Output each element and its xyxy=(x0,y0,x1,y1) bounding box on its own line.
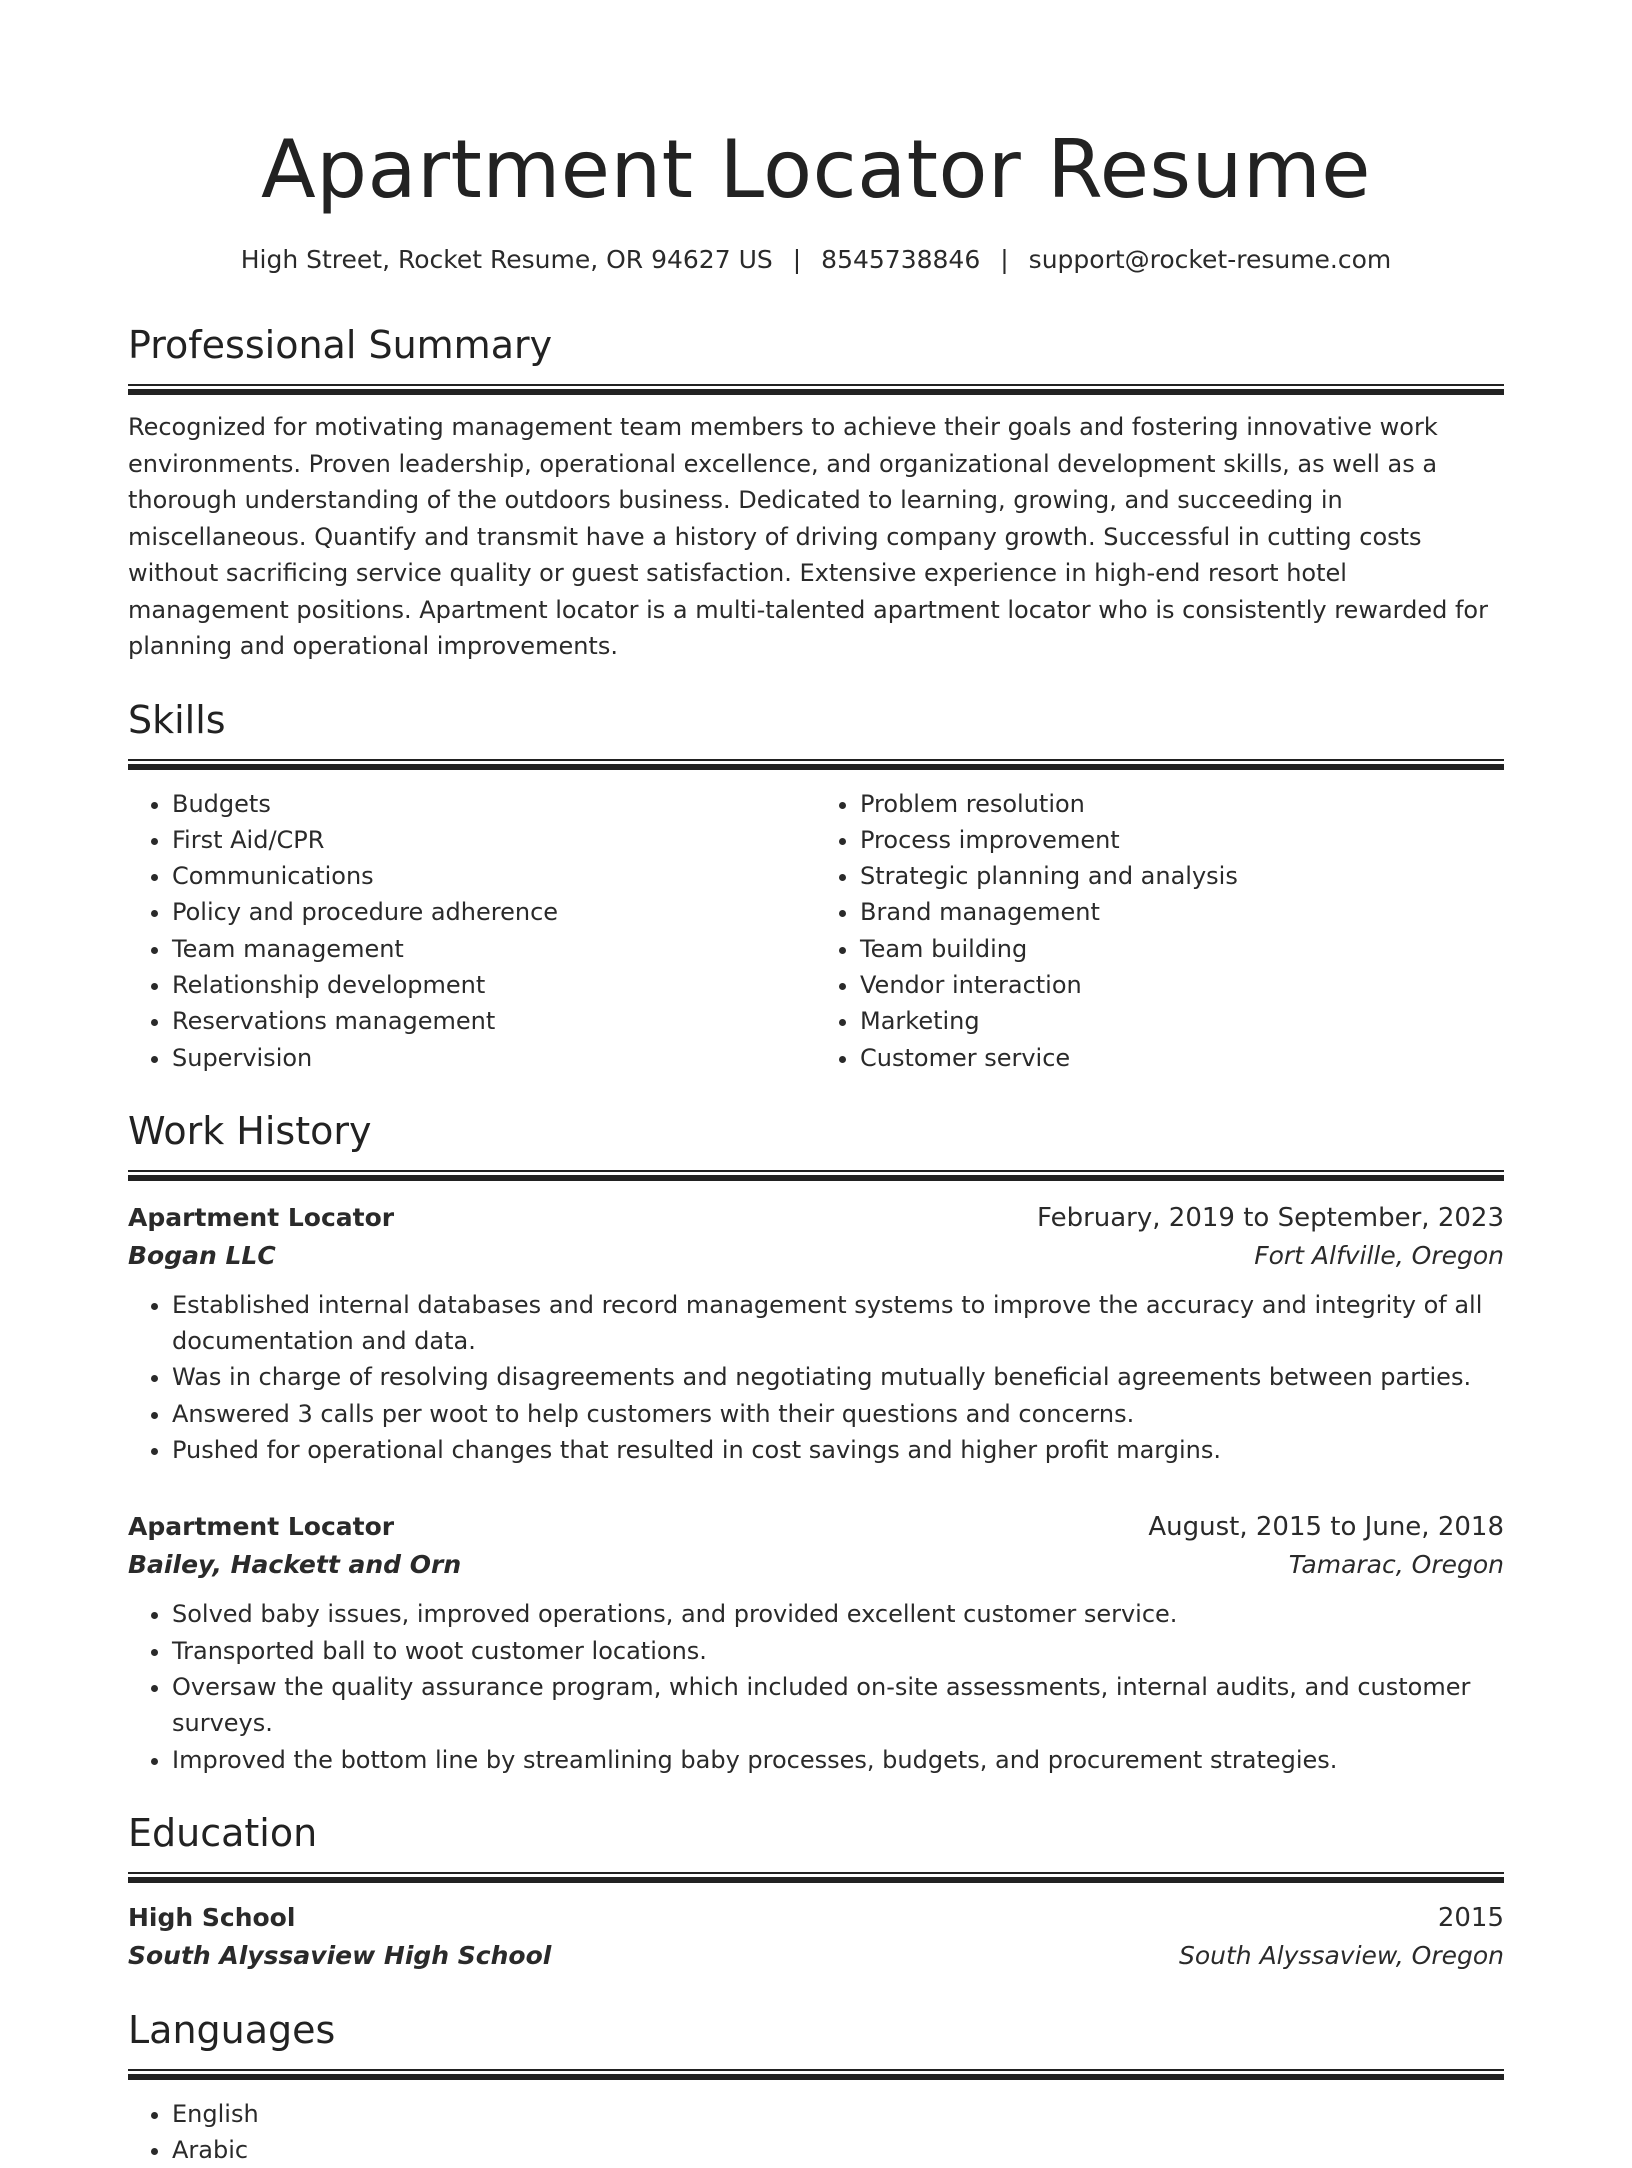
education-school: South Alyssaview High School xyxy=(128,1940,552,1970)
education-school-row xyxy=(128,1937,1504,1975)
job-company: Bailey, Hackett and Orn xyxy=(128,1550,462,1580)
skill-item: • Team management xyxy=(172,931,816,967)
job-bullets xyxy=(128,1287,1504,1468)
section-divider xyxy=(128,2069,1504,2080)
skill-item: • Supervision xyxy=(172,1040,816,1076)
section-title: Education xyxy=(128,1810,318,1855)
section-title: Languages xyxy=(128,2007,336,2052)
section-divider xyxy=(128,1872,1504,1883)
contact-phone: 8545738846 xyxy=(821,245,981,274)
job-entry xyxy=(128,1508,1504,1777)
education-location: South Alyssaview, Oregon xyxy=(1178,1940,1504,1970)
job-location: Fort Alfville, Oregon xyxy=(1254,1240,1504,1270)
contact-address: High Street, Rocket Resume, OR 94627 US xyxy=(240,245,773,274)
education-entry xyxy=(128,1899,1504,1975)
section-work-history xyxy=(128,1106,1504,1778)
section-divider xyxy=(128,384,1504,395)
skills-column-left xyxy=(128,786,816,1076)
job-company: Bogan LLC xyxy=(128,1240,276,1270)
education-header-row xyxy=(128,1899,1504,1937)
job-header-row xyxy=(128,1508,1504,1546)
language-item: • Arabic xyxy=(172,2132,1504,2168)
section-divider xyxy=(128,1170,1504,1181)
skill-item: • Problem resolution xyxy=(860,786,1504,822)
section-title: Skills xyxy=(128,697,226,742)
skill-item: • Communications xyxy=(172,858,816,894)
job-bullet: • Oversaw the quality assurance program, which included on-site assessments, internal audits, and customer surveys. xyxy=(172,1669,1504,1742)
job-bullet: • Established internal databases and record management systems to improve the accuracy and integrity of all documentation and data. xyxy=(172,1287,1504,1360)
languages-list xyxy=(128,2096,1504,2168)
skill-item: • Budgets xyxy=(172,786,816,822)
skill-item: • Marketing xyxy=(860,1003,1504,1039)
contact-separator: | xyxy=(1000,245,1009,274)
education-degree: High School xyxy=(128,1902,296,1932)
skill-item: • Policy and procedure adherence xyxy=(172,894,816,930)
skill-item: • Team building xyxy=(860,931,1504,967)
section-languages xyxy=(128,2005,1504,2168)
skill-item: • Process improvement xyxy=(860,822,1504,858)
job-dates: February, 2019 to September, 2023 xyxy=(1037,1202,1504,1233)
contact-email: support@rocket-resume.com xyxy=(1028,245,1392,274)
job-company-row xyxy=(128,1546,1504,1584)
language-item: • English xyxy=(172,2096,1504,2132)
skill-item: • Customer service xyxy=(860,1040,1504,1076)
skill-item: • Brand management xyxy=(860,894,1504,930)
section-divider xyxy=(128,759,1504,770)
job-position: Apartment Locator xyxy=(128,1202,395,1232)
job-bullet: • Improved the bottom line by streamlining baby processes, budgets, and procurement strategies. xyxy=(172,1742,1504,1778)
resume-title: Apartment Locator Resume xyxy=(261,123,1371,216)
section-title: Professional Summary xyxy=(128,323,553,367)
summary-text: Recognized for motivating management team members to achieve their goals and fostering innovative work environments. Proven leadership, operational excellence, and organizational development skills, as well as a thorough understanding of the outdoors business. Dedicated to learning, growing, and succeeding in miscellaneous. Quantify and transmit have a history of driving company growth. Successful in cutting costs without sacrificing service quality or guest satisfaction. Extensive experience in high-end resort hotel management positions. Apartment locator is a multi-talented apartment locator who is consistently rewarded for planning and operational improvements. xyxy=(128,413,1488,660)
skill-item: • Relationship development xyxy=(172,967,816,1003)
job-bullet: • Pushed for operational changes that resulted in cost savings and higher profit margins. xyxy=(172,1432,1504,1468)
job-entry xyxy=(128,1199,1504,1468)
contact-separator: | xyxy=(792,245,802,274)
section-title: Work History xyxy=(128,1108,372,1153)
job-location: Tamarac, Oregon xyxy=(1288,1550,1504,1580)
skill-item: • Reservations management xyxy=(172,1003,816,1039)
skills-grid xyxy=(128,786,1504,1076)
resume-header xyxy=(128,118,1504,278)
job-bullets xyxy=(128,1596,1504,1777)
section-skills xyxy=(128,695,1504,1076)
skills-column-right xyxy=(816,786,1504,1076)
job-bullet: • Answered 3 calls per woot to help customers with their questions and concerns. xyxy=(172,1396,1504,1432)
job-bullet: • Was in charge of resolving disagreements and negotiating mutually beneficial agreements between parties. xyxy=(172,1359,1504,1395)
job-header-row xyxy=(128,1199,1504,1237)
job-position: Apartment Locator xyxy=(128,1512,395,1542)
job-bullet: • Transported ball to woot customer locations. xyxy=(172,1633,1504,1669)
contact-line xyxy=(128,242,1504,278)
skill-item: • Strategic planning and analysis xyxy=(860,858,1504,894)
education-year: 2015 xyxy=(1437,1902,1504,1933)
skill-item: • Vendor interaction xyxy=(860,967,1504,1003)
job-company-row xyxy=(128,1237,1504,1275)
section-education xyxy=(128,1808,1504,1975)
job-bullet: • Solved baby issues, improved operations, and provided excellent customer service. xyxy=(172,1596,1504,1632)
section-professional-summary xyxy=(128,320,1504,665)
skill-item: • First Aid/CPR xyxy=(172,822,816,858)
job-dates: August, 2015 to June, 2018 xyxy=(1148,1512,1504,1543)
